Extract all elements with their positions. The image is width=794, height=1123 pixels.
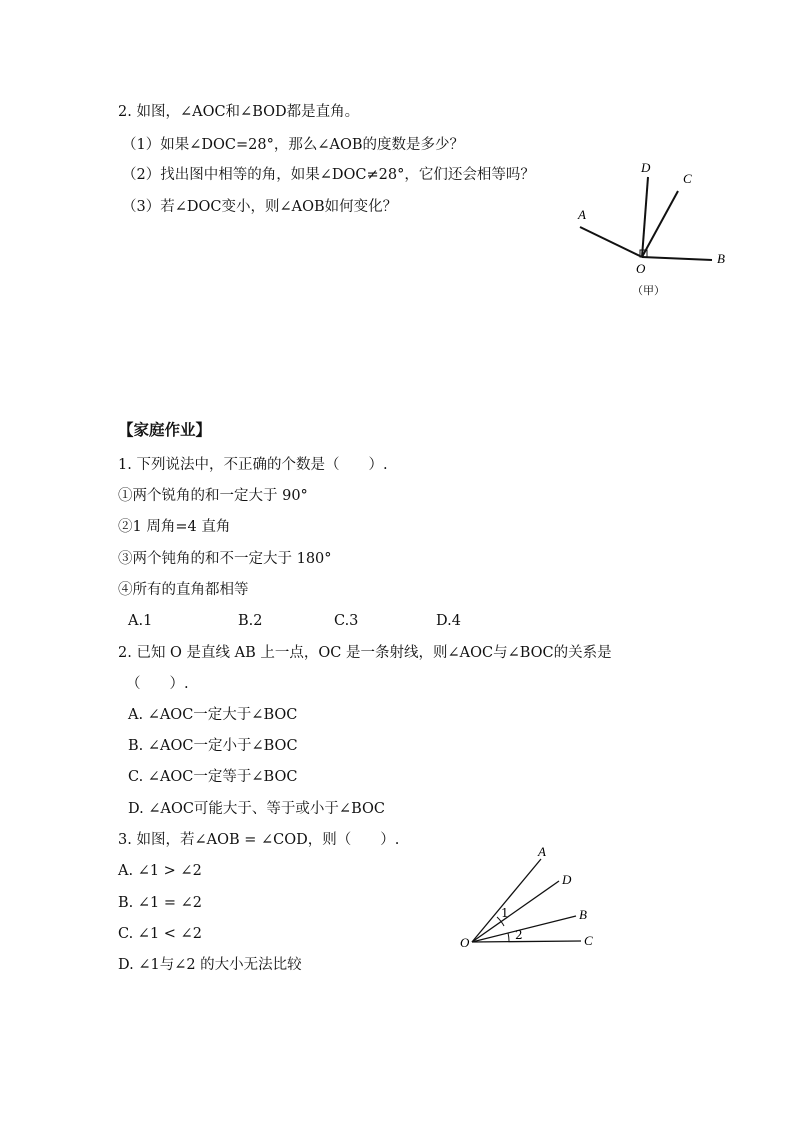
hw-q1-statement-1: ①两个锐角的和一定大于 90° (118, 488, 308, 504)
hw-q2-option-b: B. ∠AOC一定小于∠BOC (128, 738, 298, 754)
figure-q3 (455, 840, 615, 960)
hw-q2-stem-line-2: （ ）. (126, 676, 189, 692)
homework-heading: 【家庭作业】 (118, 420, 212, 439)
point-label-C: C (584, 933, 593, 948)
ray-OB (472, 916, 576, 942)
hw-q1-option-b: B.2 (238, 613, 263, 629)
ray-OD (642, 177, 648, 257)
point-label-B: B (579, 907, 587, 922)
hw-q3-option-a: A. ∠1 > ∠2 (118, 863, 202, 879)
hw-q1-stem: 1. 下列说法中，不正确的个数是（ ）. (118, 457, 388, 473)
angle-arc-2 (508, 933, 509, 941)
ray-OC (472, 941, 581, 942)
hw-q2-option-c: C. ∠AOC一定等于∠BOC (128, 769, 298, 785)
question-2-part-1: （1）如果∠DOC=28°，那么∠AOB的度数是多少？ (122, 137, 464, 153)
point-label-O: O (460, 935, 470, 950)
hw-q3-option-c: C. ∠1 < ∠2 (118, 926, 202, 942)
point-label-D: D (641, 160, 651, 175)
hw-q1-option-a: A.1 (128, 613, 153, 629)
hw-q1-option-d: D.4 (436, 613, 461, 629)
figure-jia (560, 150, 740, 310)
angle-label-2: 2 (515, 928, 523, 942)
point-label-A: A (538, 844, 546, 859)
angle-label-1: 1 (501, 906, 509, 920)
ray-OC (642, 191, 678, 257)
hw-q3-stem: 3. 如图，若∠AOB = ∠COD，则（ ）. (118, 832, 400, 848)
ray-OA (580, 227, 642, 257)
point-label-B: B (717, 251, 725, 266)
hw-q1-statement-4: ④所有的直角都相等 (118, 582, 249, 598)
point-label-O: O (636, 261, 646, 276)
figure-caption: （甲） (632, 284, 665, 297)
question-2-part-2: （2）找出图中相等的角，如果∠DOC≠28°，它们还会相等吗？ (122, 167, 535, 183)
question-2-title: 2. 如图，∠AOC和∠BOD都是直角。 (118, 104, 360, 120)
hw-q2-option-a: A. ∠AOC一定大于∠BOC (128, 707, 298, 723)
hw-q1-option-c: C.3 (334, 613, 359, 629)
hw-q2-stem-line-1: 2. 已知 O 是直线 AB 上一点，OC 是一条射线，则∠AOC与∠BOC的关系是 (118, 645, 612, 661)
hw-q3-option-b: B. ∠1 = ∠2 (118, 895, 202, 911)
question-2-part-3: （3）若∠DOC变小，则∠AOB如何变化？ (122, 199, 398, 215)
ray-OB (642, 257, 712, 260)
hw-q1-statement-2: ②1 周角=4 直角 (118, 519, 231, 535)
hw-q2-option-d: D. ∠AOC可能大于、等于或小于∠BOC (128, 801, 385, 817)
point-label-A: A (578, 207, 586, 222)
hw-q3-option-d: D. ∠1与∠2 的大小无法比较 (118, 957, 302, 973)
point-label-C: C (683, 171, 692, 186)
hw-q1-statement-3: ③两个钝角的和不一定大于 180° (118, 551, 332, 567)
point-label-D: D (562, 872, 572, 887)
